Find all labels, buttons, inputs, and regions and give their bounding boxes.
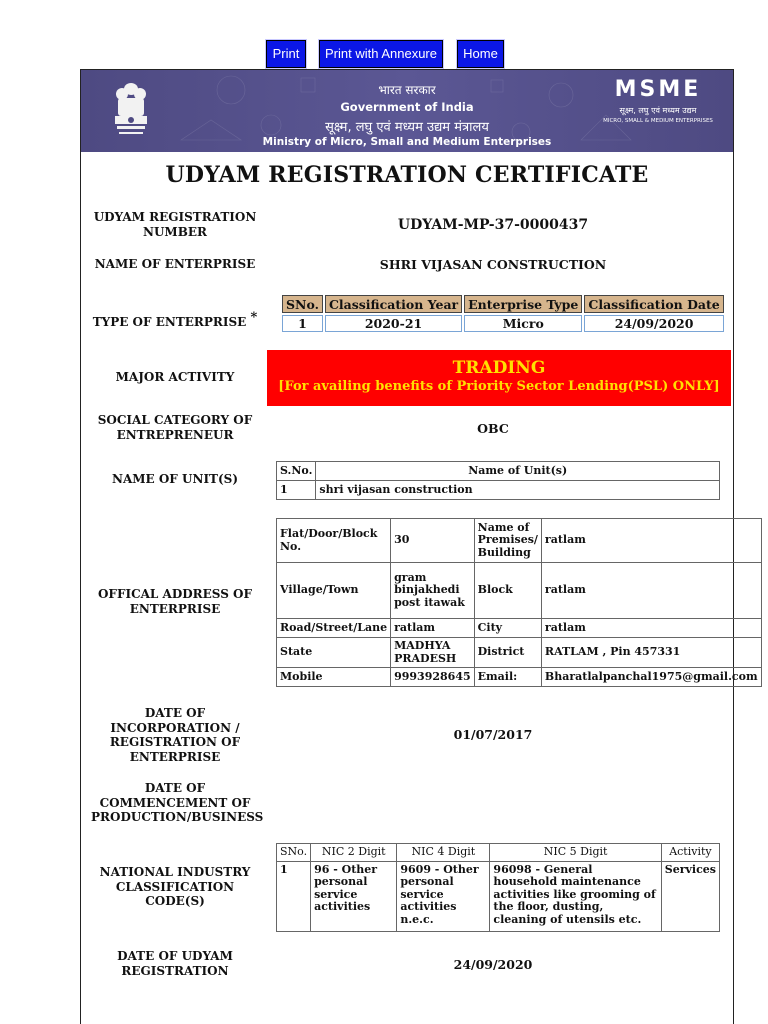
msme-logo [603,78,713,128]
units-label: NAME OF UNIT(S) [111,472,239,486]
table-header: SNo. [277,844,311,862]
district-label: District [474,638,541,668]
major-activity-box [267,350,731,406]
table-cell: shri vijasan construction [316,481,720,500]
table-cell: 1 [277,861,311,931]
commencement-date-label: DATE OF COMMENCEMENT OF PRODUCTION/BUSINESS [91,781,264,824]
enterprise-type-table [280,293,726,334]
table-header: Classification Year [325,295,462,313]
udyam-date: 24/09/2020 [453,957,533,972]
table-cell: 9609 - Other personal service activities n.e.c. [397,861,490,931]
table-cell: Micro [464,315,582,332]
table-header: SNo. [282,295,323,313]
social-category: OBC [477,421,509,436]
state-value: MADHYA PRADESH [391,638,475,668]
table-cell: 96098 - General household maintenance activities like grooming of the floor, dusting, cleaning of utensils etc. [490,861,661,931]
banner-hindi-government: भारत सरकार [378,83,436,97]
registration-number: UDYAM-MP-37-0000437 [397,217,589,233]
table-row [277,619,762,638]
block-label: Block [474,563,541,619]
certificate [80,69,758,1024]
units-header-row [277,462,720,481]
email-label: Email: [474,668,541,687]
udyam-date-label: DATE OF UDYAM REGISTRATION [117,949,233,978]
table-header: NIC 2 Digit [311,844,397,862]
major-activity-label: MAJOR ACTIVITY [115,370,235,384]
table-row [277,668,762,687]
table-cell: 96 - Other personal service activities [311,861,397,931]
premises-value: ratlam [541,519,761,563]
msme-logo-subtitle: MICRO, SMALL & MEDIUM ENTERPRISES [603,118,713,124]
print-button[interactable]: Print [266,40,306,68]
table-cell: 2020-21 [325,315,462,332]
government-banner [81,70,733,152]
banner-hindi-ministry: सूक्ष्म, लघु एवं मध्यम उद्यम मंत्रालय [325,120,489,135]
table-row [277,519,762,563]
social-category-label: SOCIAL CATEGORY OF ENTREPRENEUR [97,413,253,442]
enterprise-type-label-text: TYPE OF ENTERPRISE [92,315,247,329]
table-header: Classification Date [584,295,723,313]
block-value: ratlam [541,563,761,619]
enterprise-type-header-row [282,295,724,313]
road-label: Road/Street/Lane [277,619,391,638]
table-header: Name of Unit(s) [316,462,720,481]
enterprise-name: SHRI VIJASAN CONSTRUCTION [379,257,607,272]
table-row [277,638,762,668]
nic-codes-label: NATIONAL INDUSTRY CLASSIFICATION CODE(S) [99,865,251,908]
address-label: OFFICAL ADDRESS OF ENTERPRISE [97,587,253,616]
table-cell: Services [661,861,719,931]
registration-number-label: UDYAM REGISTRATION NUMBER [93,210,257,239]
address-table [276,518,762,687]
mobile-value: 9993928645 [391,668,475,687]
units-table [276,461,720,500]
state-label: State [277,638,391,668]
table-row [277,481,720,500]
table-cell: 24/09/2020 [584,315,723,332]
road-value: ratlam [391,619,475,638]
nic-table [276,843,720,932]
home-button[interactable]: Home [457,40,504,68]
premises-label: Name of Premises/ Building [474,519,541,563]
table-row [277,563,762,619]
print-with-annexure-button[interactable]: Print with Annexure [319,40,443,68]
table-header: Enterprise Type [464,295,582,313]
table-row [282,315,724,332]
table-header: S.No. [277,462,316,481]
enterprise-name-label: NAME OF ENTERPRISE [94,257,256,271]
table-header: NIC 4 Digit [397,844,490,862]
flat-value: 30 [391,519,475,563]
table-header: NIC 5 Digit [490,844,661,862]
city-value: ratlam [541,619,761,638]
village-label: Village/Town [277,563,391,619]
major-activity-note: [For availing benefits of Priority Sector Lending(PSL) ONLY] [278,379,720,394]
village-value: gram binjakhedi post itawak [391,563,475,619]
major-activity-value: TRADING [452,358,546,378]
table-cell: 1 [277,481,316,500]
table-cell: 1 [282,315,323,332]
toolbar [0,40,768,70]
email-value: Bharatlalpanchal1975@gmail.com [541,668,761,687]
msme-logo-hindi: सूक्ष्म, लघु एवं मध्यम उद्यम [619,106,697,115]
mobile-label: Mobile [277,668,391,687]
enterprise-type-asterisk: * [250,310,258,325]
certificate-title: UDYAM REGISTRATION CERTIFICATE [165,162,649,188]
table-row [277,861,720,931]
enterprise-type-label [91,311,259,330]
table-header: Activity [661,844,719,862]
incorporation-date: 01/07/2017 [453,727,533,742]
msme-logo-text: MSME [614,77,702,102]
flat-label: Flat/Door/Block No. [277,519,391,563]
city-label: City [474,619,541,638]
banner-government-of-india: Government of India [340,100,474,114]
banner-ministry-name: Ministry of Micro, Small and Medium Enterprises [262,136,552,148]
nic-header-row [277,844,720,862]
district-value: RATLAM , Pin 457331 [541,638,761,668]
incorporation-date-label: DATE OF INCORPORATION / REGISTRATION OF ENTERPRISE [109,706,241,764]
